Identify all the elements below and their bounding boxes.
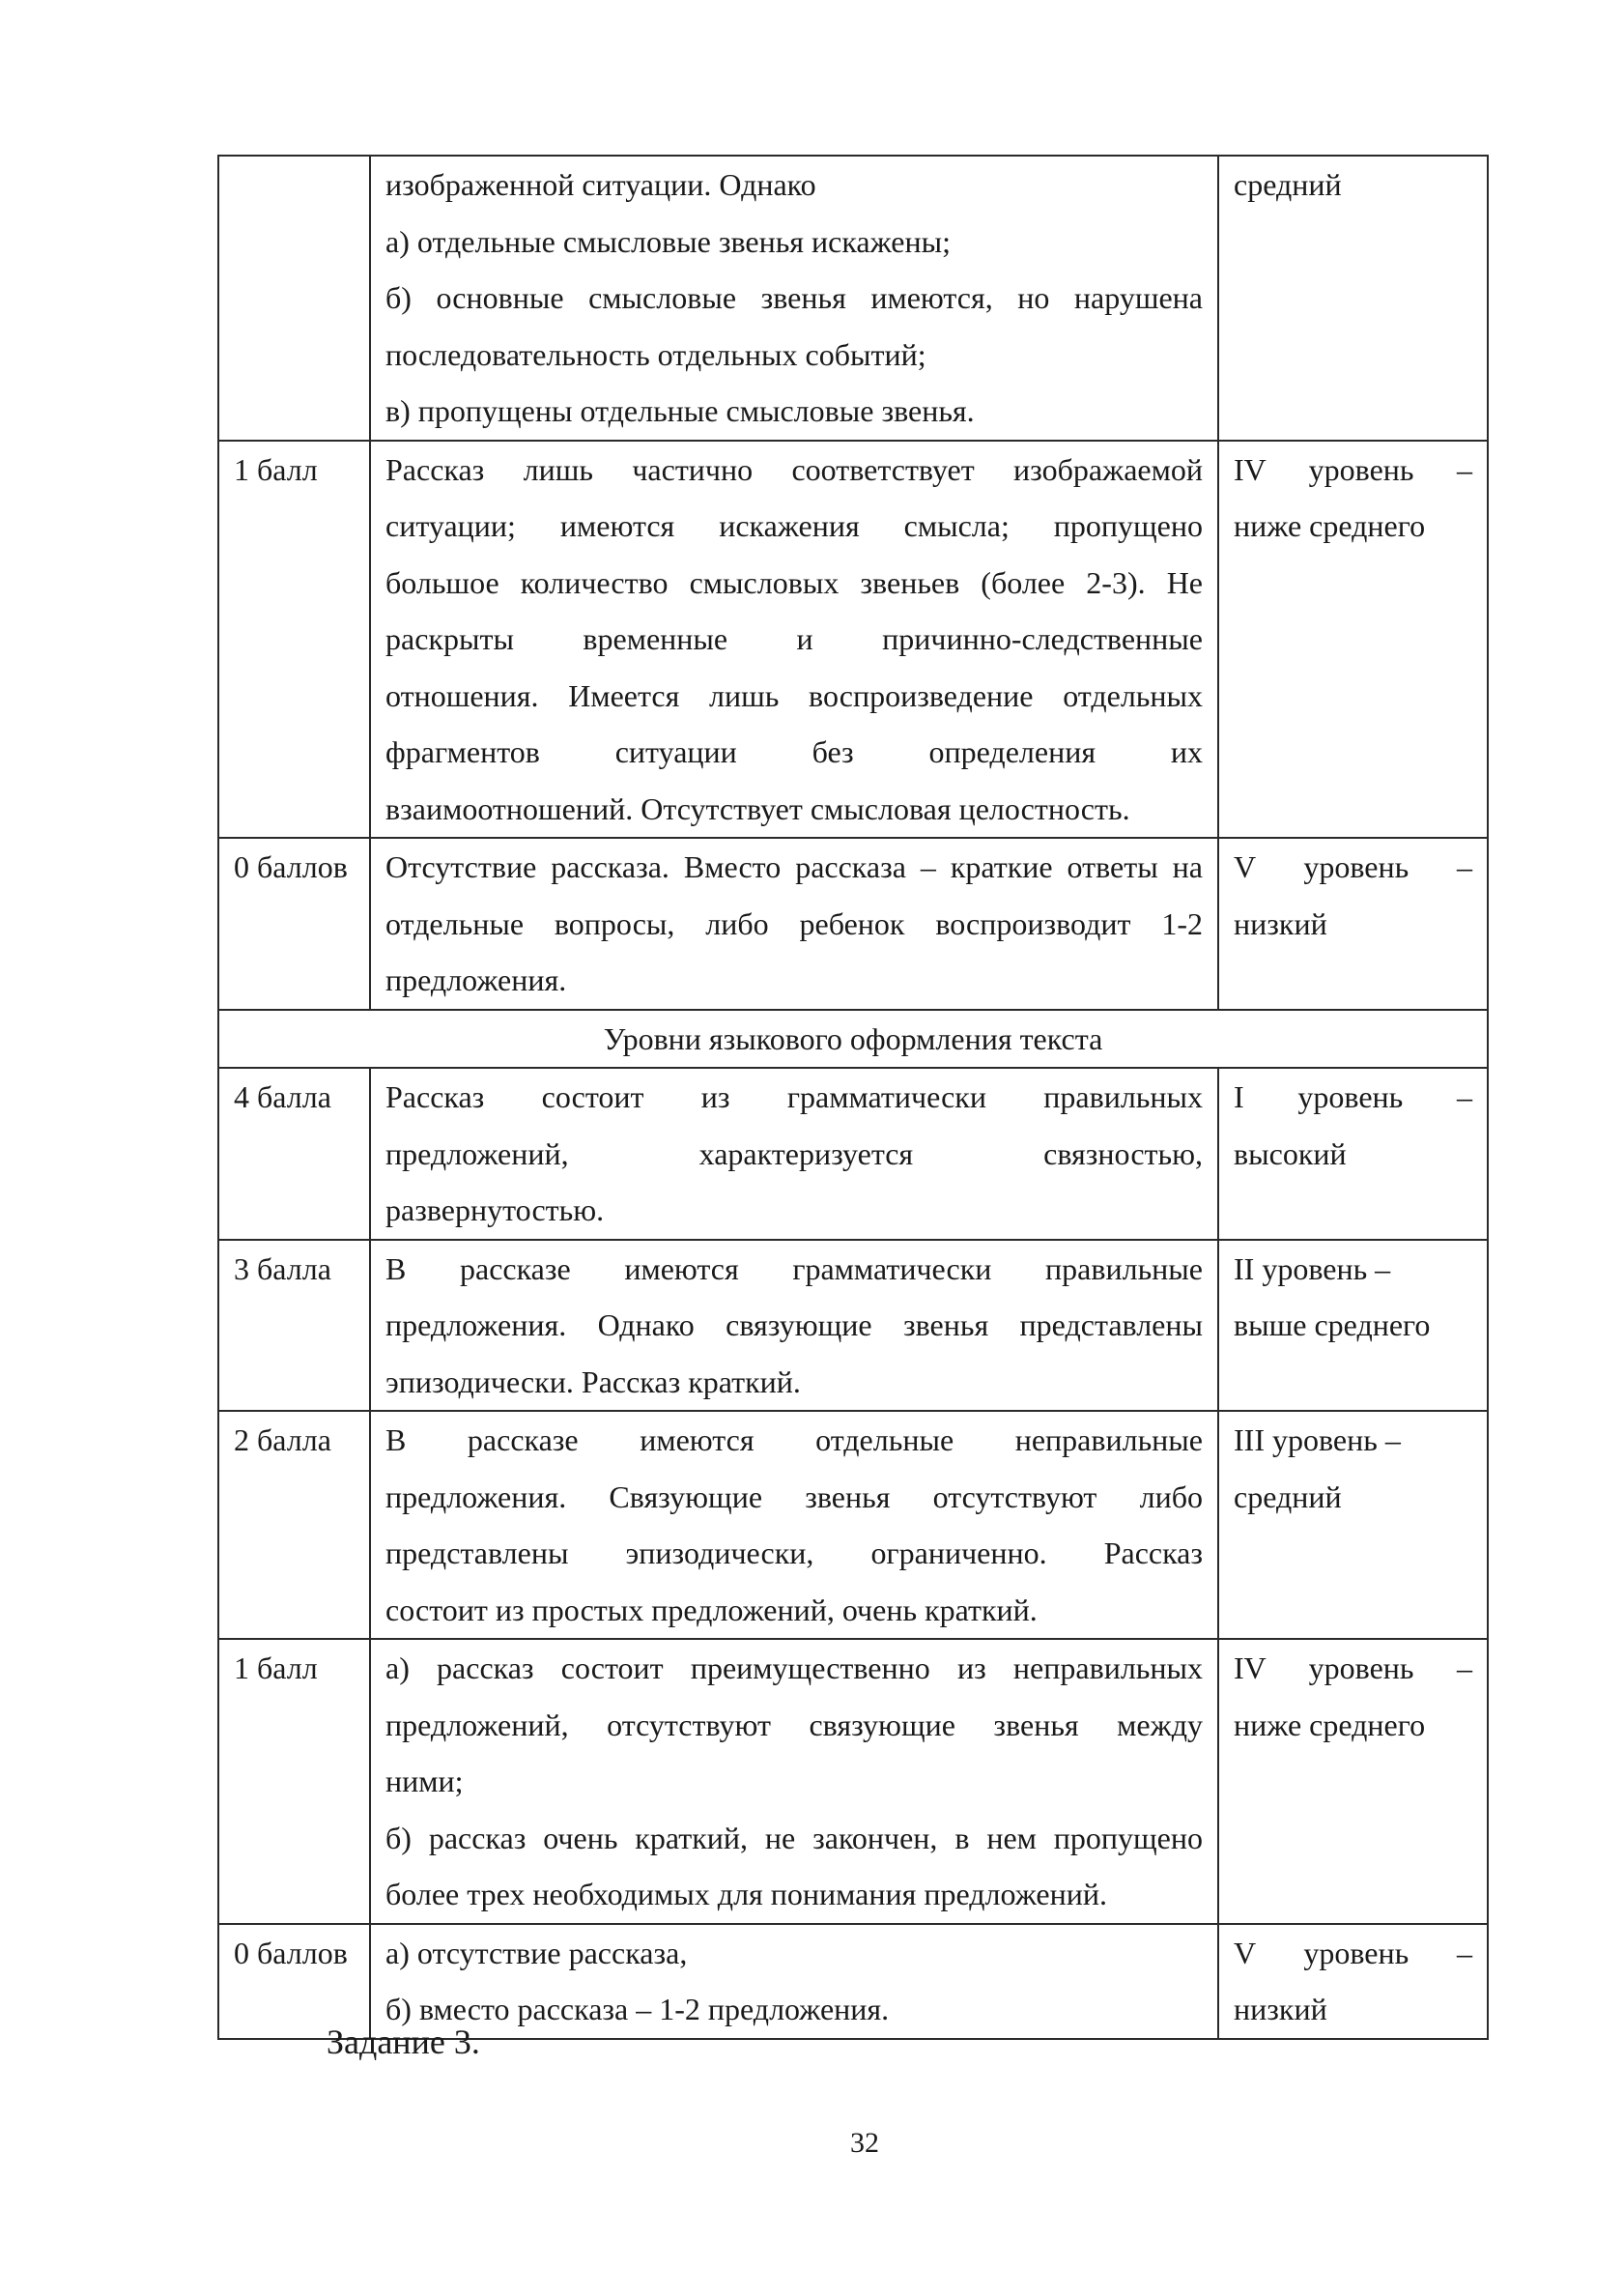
table-row (218, 156, 1488, 441)
table-body-language-levels (218, 1068, 1488, 2039)
description-line: представлены эпизодически, ограниченно. Рассказ (385, 1535, 1203, 1570)
description-line: в) пропущены отдельные смысловые звенья. (385, 393, 975, 428)
level-description: выше среднего (1234, 1307, 1431, 1342)
level-cell (1218, 1639, 1488, 1924)
level-description: ниже среднего (1234, 508, 1426, 543)
criteria-table (217, 155, 1489, 2040)
description-cell (370, 1639, 1218, 1924)
level-description: высокий (1234, 1135, 1347, 1171)
description-line: а) отдельные смысловые звенья искажены; (385, 223, 952, 259)
table-body-section-header (218, 1010, 1488, 1069)
level-name: IV уровень – (1234, 451, 1472, 487)
level-description: низкий (1234, 1992, 1327, 2026)
table-row (218, 1411, 1488, 1639)
level-description: средний (1234, 1478, 1342, 1514)
description-line: развернутостью. (385, 1192, 605, 1227)
description-cell (370, 1240, 1218, 1412)
level-name: V уровень – (1234, 849, 1472, 884)
description-line: б) вместо рассказа – 1-2 предложения. (385, 1992, 890, 2026)
description-line: предложения. Связующие звенья отсутствуют либо (385, 1478, 1203, 1514)
score-cell: 4 балла (218, 1068, 370, 1240)
description-line: В рассказе имеются отдельные неправильные (385, 1422, 1203, 1457)
level-cell (1218, 1068, 1488, 1240)
table-row (218, 838, 1488, 1010)
table-body-story-levels (218, 156, 1488, 1010)
description-line: ситуации; имеются искажения смысла; пропущено (385, 508, 1203, 543)
description-line: отношения. Имеется лишь воспроизведение отдельных (385, 677, 1203, 713)
description-line: Рассказ состоит из грамматически правильных (385, 1079, 1203, 1114)
description-cell (370, 1411, 1218, 1639)
level-name: I уровень – (1234, 1079, 1472, 1114)
level-cell (1218, 1411, 1488, 1639)
description-line: взаимоотношений. Отсутствует смысловая целостность. (385, 790, 1130, 826)
score-cell: 3 балла (218, 1240, 370, 1412)
description-cell (370, 441, 1218, 839)
table-row (218, 441, 1488, 839)
level-name: III уровень – (1234, 1422, 1401, 1457)
description-line: Отсутствие рассказа. Вместо рассказа – краткие ответы на (385, 849, 1203, 884)
level-cell (1218, 838, 1488, 1010)
table-row (218, 1240, 1488, 1412)
level-name: V уровень – (1234, 1935, 1472, 1970)
description-line: отдельные вопросы, либо ребенок воспроизводит 1-2 (385, 905, 1203, 941)
level-description: низкий (1234, 905, 1327, 941)
level-name: II уровень – (1234, 1250, 1391, 1286)
score-cell: 0 баллов (218, 1924, 370, 2039)
level-name: средний (1234, 167, 1342, 202)
table-row (218, 1068, 1488, 1240)
description-line: б) рассказ очень краткий, не закончен, в нем пропущено (385, 1820, 1203, 1855)
level-description: ниже среднего (1234, 1707, 1426, 1742)
level-cell (1218, 156, 1488, 441)
description-cell (370, 1068, 1218, 1240)
description-line: последовательность отдельных событий; (385, 336, 926, 372)
description-line: раскрыты временные и причинно-следственные (385, 621, 1203, 656)
score-cell: 0 баллов (218, 838, 370, 1010)
description-line: б) основные смысловые звенья имеются, но нарушена (385, 280, 1203, 315)
section-row (218, 1010, 1488, 1069)
score-cell (218, 156, 370, 441)
level-name: IV уровень – (1234, 1650, 1472, 1685)
score-cell: 1 балл (218, 441, 370, 839)
section-title: Уровни языкового оформления текста (218, 1010, 1488, 1069)
score-cell: 1 балл (218, 1639, 370, 1924)
description-line: предложения. Однако связующие звенья представлены (385, 1307, 1203, 1342)
description-line: предложений, отсутствуют связующие звенья между (385, 1707, 1203, 1742)
description-line: В рассказе имеются грамматически правильные (385, 1250, 1203, 1286)
table-row (218, 1639, 1488, 1924)
description-cell (370, 1924, 1218, 2039)
level-cell (1218, 441, 1488, 839)
description-line: а) рассказ состоит преимущественно из неправильных (385, 1650, 1203, 1685)
description-cell (370, 156, 1218, 441)
level-cell (1218, 1240, 1488, 1412)
description-line: большое количество смысловых звеньев (более 2-3). Не (385, 564, 1203, 600)
task-heading: Задание 3. (327, 2023, 480, 2061)
description-line: более трех необходимых для понимания предложений. (385, 1877, 1107, 1911)
description-line: эпизодически. Рассказ краткий. (385, 1363, 801, 1399)
description-line: ними; (385, 1764, 464, 1798)
description-cell (370, 838, 1218, 1010)
description-line: Рассказ лишь частично соответствует изображаемой (385, 451, 1203, 487)
page-number: 32 (850, 2127, 879, 2159)
description-line: предложений, характеризуется связностью, (385, 1135, 1203, 1171)
score-cell: 2 балла (218, 1411, 370, 1639)
description-line: состоит из простых предложений, очень краткий. (385, 1592, 1038, 1627)
description-line: фрагментов ситуации без определения их (385, 734, 1203, 769)
description-line: а) отсутствие рассказа, (385, 1935, 688, 1970)
level-cell (1218, 1924, 1488, 2039)
description-line: изображенной ситуации. Однако (385, 167, 816, 202)
description-line: предложения. (385, 962, 567, 997)
